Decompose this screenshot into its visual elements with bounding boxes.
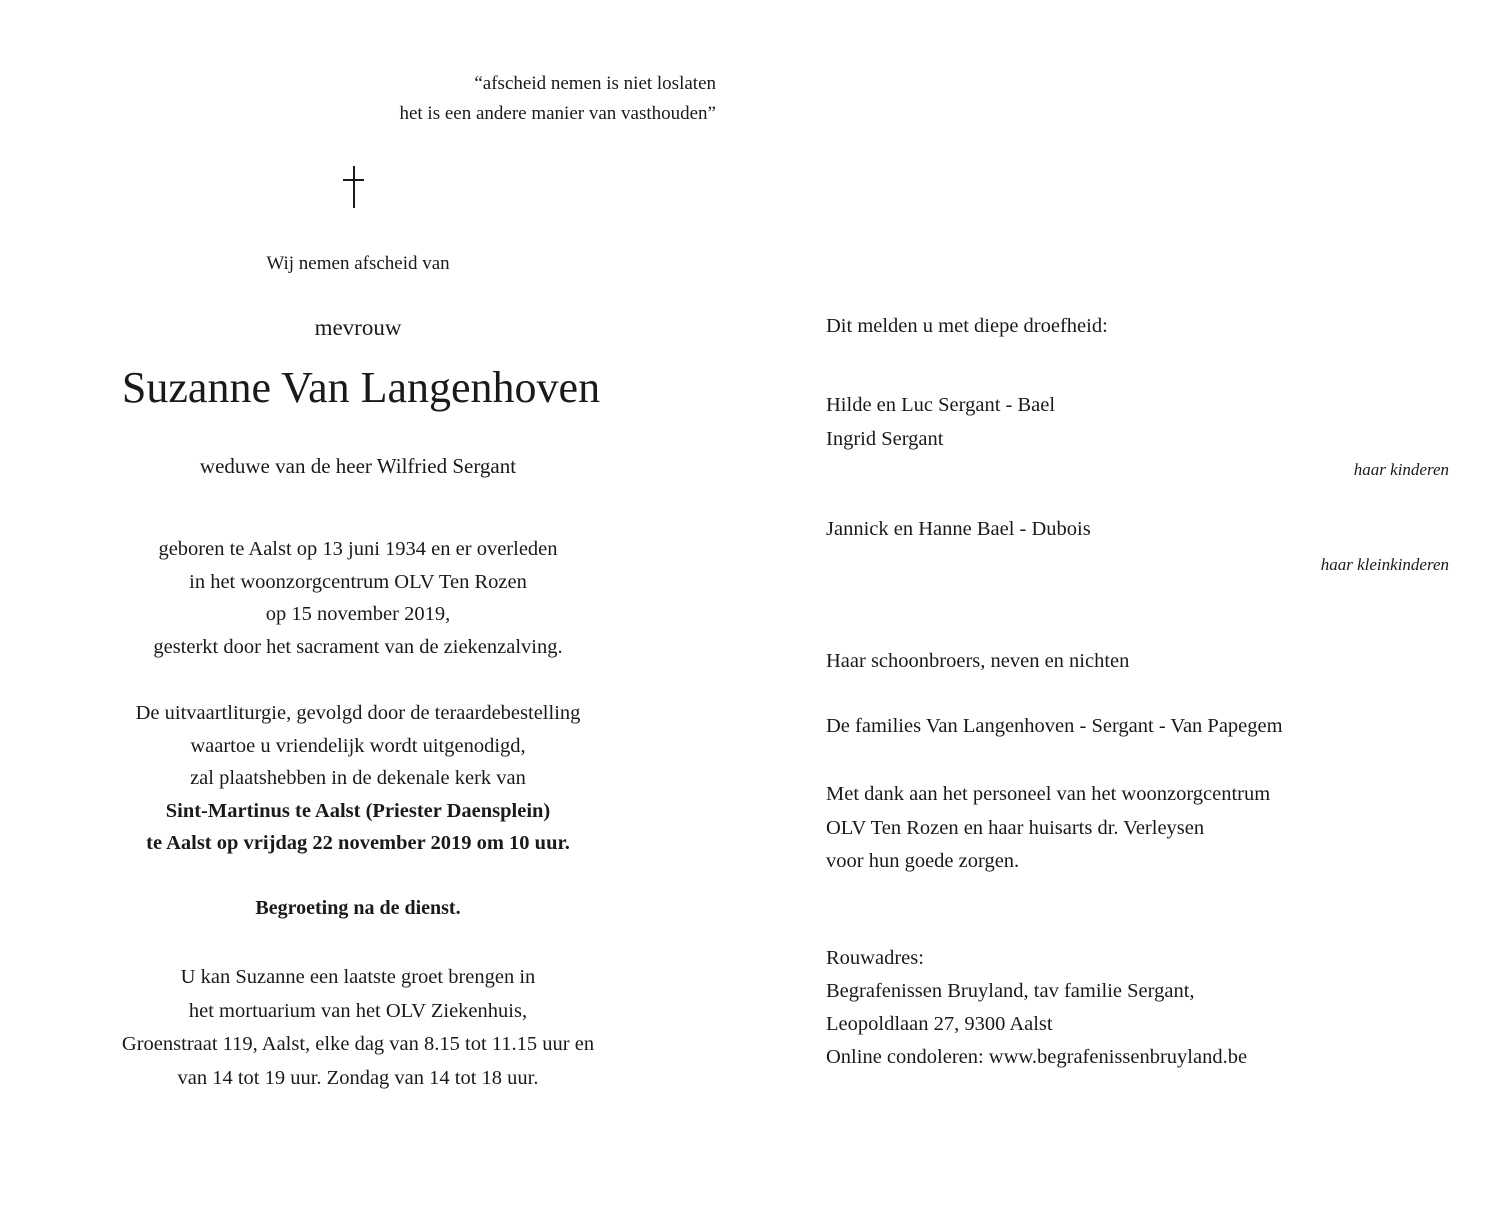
text-line: op 15 november 2019, [265, 603, 451, 625]
quote-line: het is een andere manier van vasthouden” [399, 103, 716, 124]
funeral-date: te Aalst op vrijdag 22 november 2019 om 10 uur. [146, 832, 570, 854]
text-line: Begrafenissen Bruyland, tav familie Sergant, [826, 980, 1195, 1002]
cross-icon [343, 166, 364, 208]
in-laws: Haar schoonbroers, neven en nichten [826, 650, 1130, 672]
title-prefix: mevrouw [314, 315, 402, 340]
greeting: Begroeting na de dienst. [255, 897, 461, 919]
church-location: Sint-Martinus te Aalst (Priester Daensplein) [165, 799, 551, 822]
children-caption: haar kinderen [1353, 460, 1449, 479]
announcement-intro: Dit melden u met diepe droefheid: [826, 315, 1108, 337]
text-line: het mortuarium van het OLV Ziekenhuis, [188, 999, 528, 1022]
intro-text: Wij nemen afscheid van [266, 253, 450, 274]
condolence-link[interactable]: Online condoleren: www.begrafenissenbruyland.be [826, 1046, 1248, 1068]
widow-of: weduwe van de heer Wilfried Sergant [199, 454, 517, 478]
text-line: in het woonzorgcentrum OLV Ten Rozen [189, 570, 527, 593]
text-line: van 14 tot 19 uur. Zondag van 14 tot 18 uur. [177, 1066, 539, 1089]
child-entry: Ingrid Sergant [826, 428, 944, 450]
quote-line: “afscheid nemen is niet loslaten [474, 73, 716, 94]
address-label: Rouwadres: [826, 947, 924, 969]
text-line: geboren te Aalst op 13 juni 1934 en er overleden [158, 538, 558, 560]
text-line: Met dank aan het personeel van het woonzorgcentrum [826, 783, 1271, 805]
grandchild-entry: Jannick en Hanne Bael - Dubois [826, 518, 1091, 540]
child-entry: Hilde en Luc Sergant - Bael [826, 394, 1056, 416]
text-line: waartoe u vriendelijk wordt uitgenodigd, [190, 734, 526, 757]
quote [399, 69, 716, 129]
text-line: De uitvaartliturgie, gevolgd door de teraardebestelling [135, 702, 581, 724]
grandchildren-caption: haar kleinkinderen [1320, 555, 1449, 574]
text-line: gesterkt door het sacrament van de ziekenzalving. [153, 635, 563, 658]
text-line: OLV Ten Rozen en haar huisarts dr. Verleysen [826, 816, 1205, 839]
visit-block [58, 961, 658, 1095]
thanks-block [826, 778, 1270, 879]
text-line: Groenstraat 119, Aalst, elke dag van 8.15 tot 11.15 uur en [121, 1033, 595, 1055]
funeral-block [58, 697, 658, 860]
text-line: Leopoldlaan 27, 9300 Aalst [826, 1013, 1053, 1035]
deceased-name: Suzanne Van Langenhoven [121, 363, 601, 412]
address-block [826, 942, 1247, 1074]
families: De families Van Langenhoven - Sergant - Van Papegem [826, 715, 1283, 737]
text-line: voor hun goede zorgen. [826, 850, 1020, 872]
children-list [826, 388, 1055, 456]
grandchildren-list [826, 518, 1091, 541]
birth-death-block [58, 533, 658, 663]
text-line: U kan Suzanne een laatste groet brengen in [180, 966, 536, 988]
text-line: zal plaatshebben in de dekenale kerk van [190, 767, 526, 789]
